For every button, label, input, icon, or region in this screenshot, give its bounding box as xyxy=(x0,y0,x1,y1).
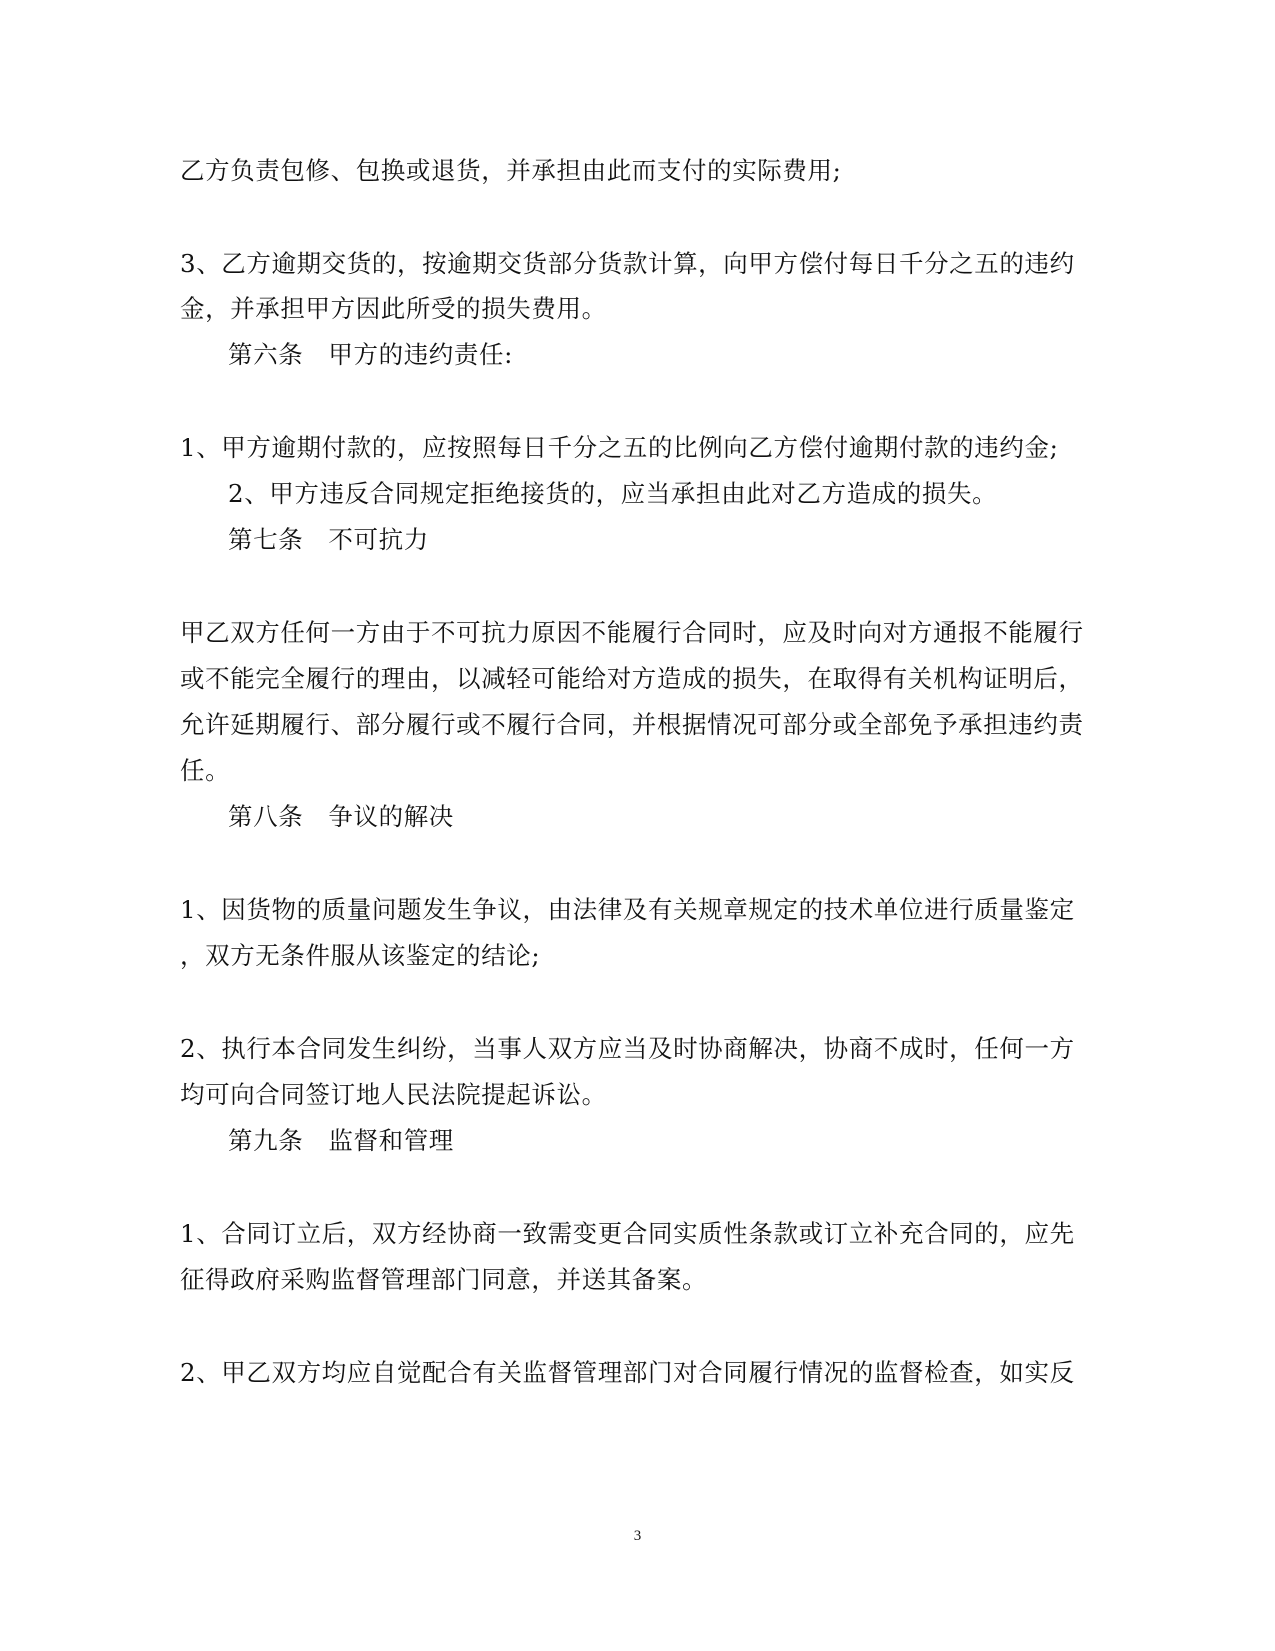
text-line: 任。 xyxy=(180,756,231,785)
text-line: 1、甲方逾期付款的，应按照每日千分之五的比例向乙方偿付逾期付款的违约金; xyxy=(180,433,1059,462)
text-line: 2、甲乙双方均应自觉配合有关监督管理部门对合同履行情况的监督检查，如实反 xyxy=(180,1358,1075,1387)
text-line: ，双方无条件服从该鉴定的结论; xyxy=(180,941,541,970)
page-number: 3 xyxy=(633,1528,642,1544)
text-line: 2、执行本合同发生纠纷，当事人双方应当及时协商解决，协商不成时，任何一方 xyxy=(180,1034,1075,1063)
text-line: 允许延期履行、部分履行或不履行合同，并根据情况可部分或全部免予承担违约责 xyxy=(180,710,1084,739)
text-line: 1、合同订立后，双方经协商一致需变更合同实质性条款或订立补充合同的，应先 xyxy=(180,1219,1075,1248)
text-line: 或不能完全履行的理由，以减轻可能给对方造成的损失，在取得有关机构证明后， xyxy=(180,664,1084,693)
text-line: 1、因货物的质量问题发生争议，由法律及有关规章规定的技术单位进行质量鉴定 xyxy=(180,895,1075,924)
text-line: 乙方负责包修、包换或退货，并承担由此而支付的实际费用; xyxy=(180,156,842,185)
text-line: 均可向合同签订地人民法院提起诉讼。 xyxy=(180,1080,607,1109)
section-heading: 第六条 甲方的违约责任: xyxy=(228,340,513,369)
section-heading: 第九条 监督和管理 xyxy=(228,1126,454,1155)
text-line: 甲乙双方任何一方由于不可抗力原因不能履行合同时，应及时向对方通报不能履行 xyxy=(180,618,1084,647)
section-heading: 第八条 争议的解决 xyxy=(228,802,454,831)
section-heading: 第七条 不可抗力 xyxy=(228,525,429,554)
text-line: 征得政府采购监督管理部门同意，并送其备案。 xyxy=(180,1265,708,1294)
text-line: 金，并承担甲方因此所受的损失费用。 xyxy=(180,294,607,323)
text-line: 2、甲方违反合同规定拒绝接货的，应当承担由此对乙方造成的损失。 xyxy=(228,479,998,508)
text-line: 3、乙方逾期交货的，按逾期交货部分货款计算，向甲方偿付每日千分之五的违约 xyxy=(180,249,1075,278)
